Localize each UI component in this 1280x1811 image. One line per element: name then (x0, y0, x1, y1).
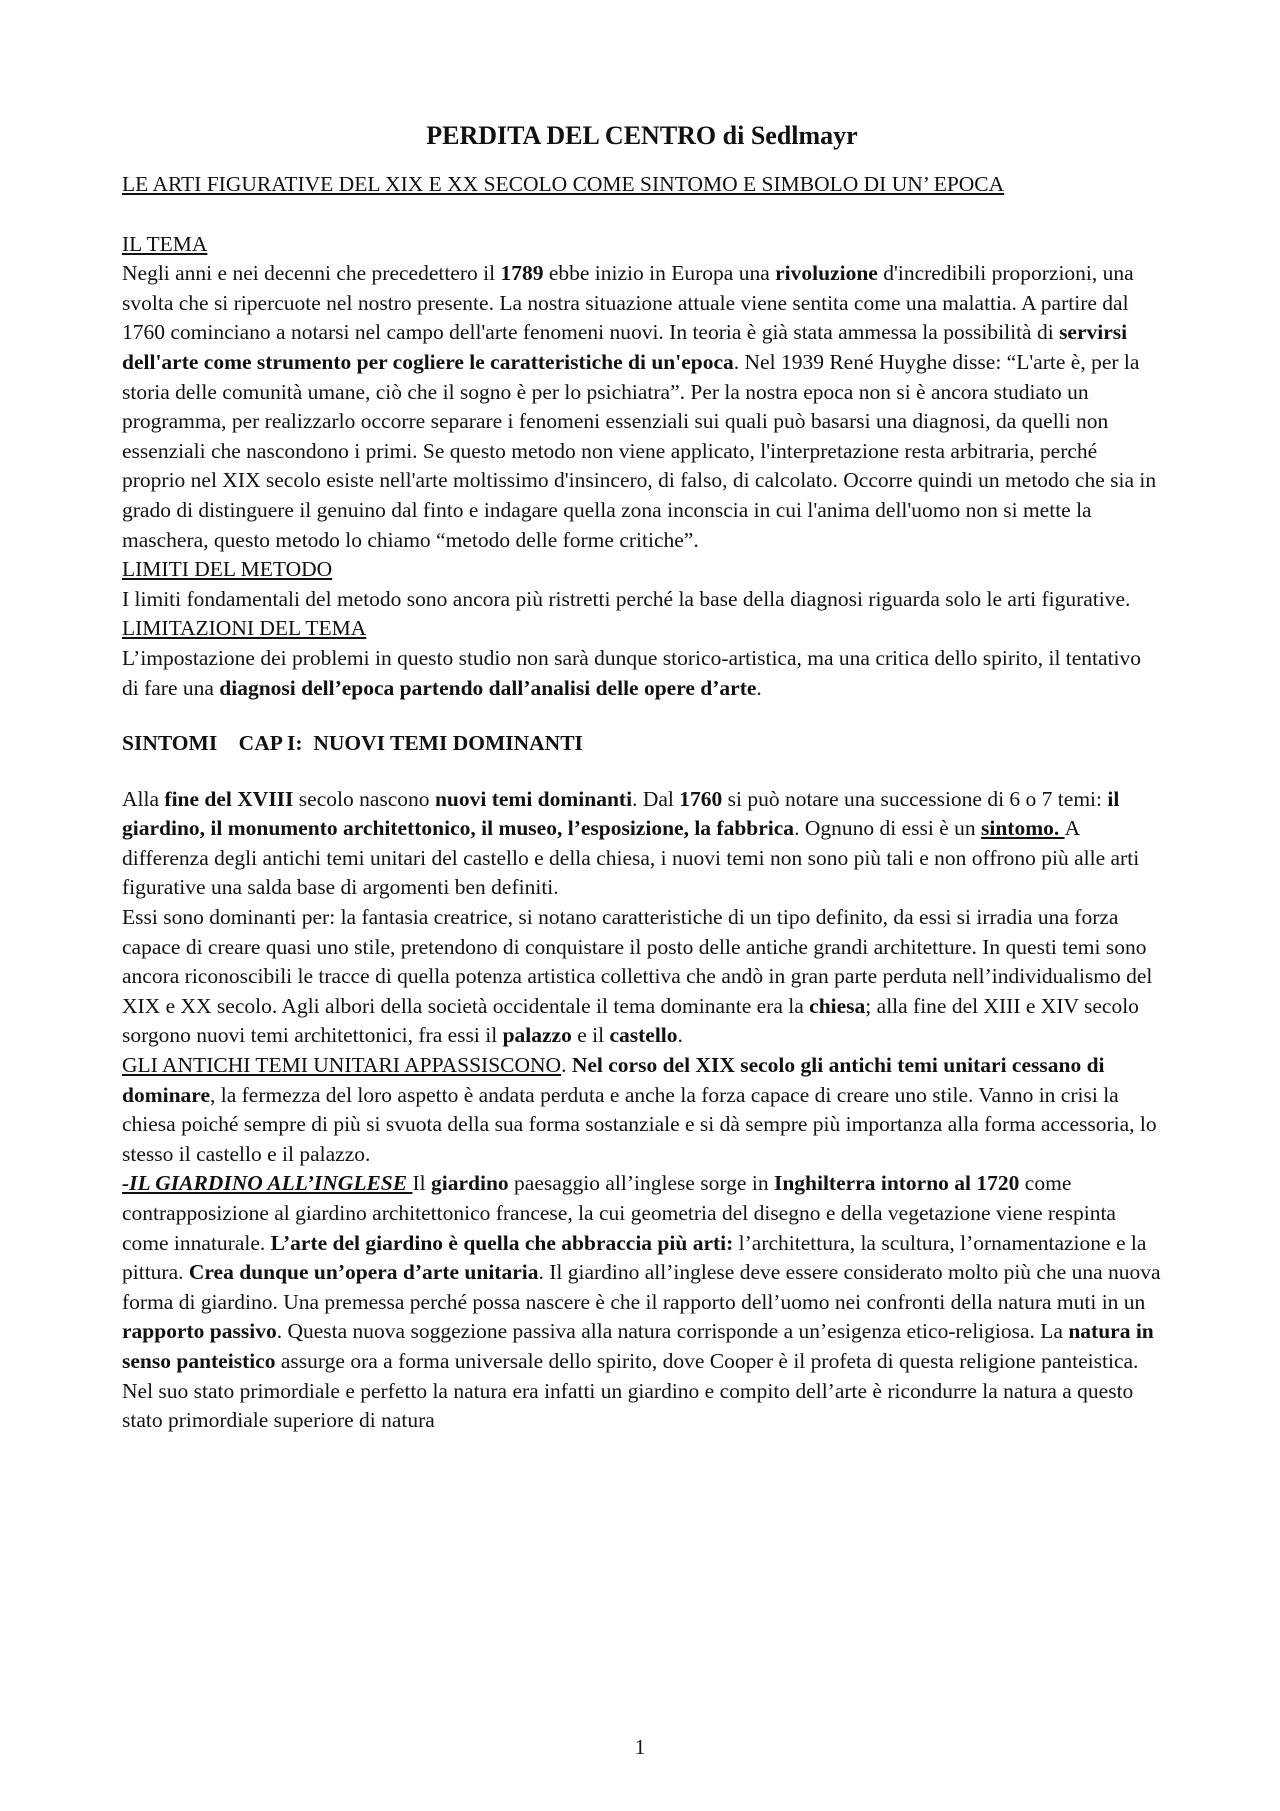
heading-limitazioni-del-tema: LIMITAZIONI DEL TEMA (122, 616, 367, 641)
paragraph-giardino-all-inglese: -IL GIARDINO ALL’INGLESE Il giardino paesaggio all’inglese sorge in Inghilterra intorno al 1720 come contrapposizione al giardino architettonico francese, la cui geometria del disegno e della vegetazione viene respinta come innaturale. L’arte del giardino è quella che abbraccia più arti: l’architettura, la scultura, l’ornamentazione e la pittura. Crea dunque un’opera d’arte unitaria. Il giardino all’inglese deve essere considerato molto più che una nuova forma di giardino. Una premessa perché possa nascere è che il rapporto dell’uomo nei confronti della natura muti in un rapporto passivo. Questa nuova soggezione passiva alla natura corrisponde a un’esigenza etico-religiosa. La natura in senso panteistico assurge ora a forma universale dello spirito, dove Cooper è il profeta di questa religione panteistica. Nel suo stato primordiale e perfetto la natura era infatti un giardino e compito dell’arte è ricondurre la natura a questo stato primordiale superiore di natura (122, 1171, 1161, 1433)
document-title: PERDITA DEL CENTRO di Sedlmayr (426, 121, 858, 150)
paragraph-nuovi-temi: Alla fine del XVIII secolo nascono nuovi temi dominanti. Dal 1760 si può notare una successione di 6 o 7 temi: il giardino, il monumento architettonico, il museo, l’esposizione, la fabbrica. Ognuno di essi è un sintomo. A differenza degli antichi temi unitari del castello e della chiesa, i nuovi temi non sono più tali e non offrono più alle arti figurative una salda base di argomenti ben definiti. (122, 786, 1140, 900)
document-subtitle: LE ARTI FIGURATIVE DEL XIX E XX SECOLO COME SINTOMO E SIMBOLO DI UN’ EPOCA (122, 172, 1005, 196)
paragraph-antichi-temi: GLI ANTICHI TEMI UNITARI APPASSISCONO. Nel corso del XIX secolo gli antichi temi unitari cessano di dominare, la fermezza del loro aspetto è andata perduta e anche la forza capace di creare uno stile. Vanno in crisi la chiesa poiché sempre di più si svuota della sua forma sostanziale e si dà sempre più importanza alla forma accessoria, lo stesso il castello e il palazzo. (122, 1053, 1157, 1166)
heading-limiti-del-metodo: LIMITI DEL METODO (122, 557, 333, 582)
heading-sintomi-cap-i: SINTOMI CAP I: NUOVI TEMI DOMINANTI (122, 731, 583, 756)
page-number: 1 (634, 1735, 646, 1759)
document-page (122, 118, 1162, 1436)
paragraph-il-tema: Negli anni e nei decenni che precedettero il 1789 ebbe inizio in Europa una rivoluzione d'incredibili proporzioni, una svolta che si ripercuote nel nostro presente. La nostra situazione attuale viene sentita come una malattia. A partire dal 1760 cominciano a notarsi nel campo dell'arte fenomeni nuovi. In teoria è già stata ammessa la possibilità di servirsi dell'arte come strumento per cogliere le caratteristiche di un'epoca. Nel 1939 René Huyghe disse: “L'arte è, per la storia delle comunità umane, ciò che il sogno è per lo psichiatra”. Per la nostra epoca non si è ancora studiato un programma, per realizzarlo occorre separare i fenomeni essenziali sui quali può basarsi una diagnosi, da quelli non essenziali che nascondono i primi. Se questo metodo non viene applicato, l'interpretazione resta arbitraria, perché proprio nel XIX secolo esiste nell'arte moltissimo d'insincero, di falso, di calcolato. Occorre quindi un metodo che sia in grado di distinguere il genuino dal finto e indagare quella zona inconscia in cui l'anima dell'uomo non si mette la maschera, questo metodo lo chiamo “metodo delle forme critiche”. (122, 261, 1157, 552)
heading-il-tema: IL TEMA (122, 231, 208, 256)
paragraph-essi-sono-dominanti: Essi sono dominanti per: la fantasia creatrice, si notano caratteristiche di un tipo definito, da essi si irradia una forza capace di creare quasi uno stile, pretendono di conquistare il posto delle antiche grandi architetture. In questi temi sono ancora riconoscibili le tracce di quella potenza artistica collettiva che andò in gran parte perduta nell’individualismo del XIX e XX secolo. Agli albori della società occidentale il tema dominante era la chiesa; alla fine del XIII e XIV secolo sorgono nuovi temi architettonici, fra essi il palazzo e il castello. (122, 905, 1153, 1048)
paragraph-limiti-del-metodo: I limiti fondamentali del metodo sono ancora più ristretti perché la base della diagnosi riguarda solo le arti figurative. (122, 586, 1131, 611)
paragraph-limitazioni-del-tema: L’impostazione dei problemi in questo studio non sarà dunque storico-artistica, ma una critica dello spirito, il tentativo di fare una diagnosi dell’epoca partendo dall’analisi delle opere d’arte. (122, 645, 1142, 700)
